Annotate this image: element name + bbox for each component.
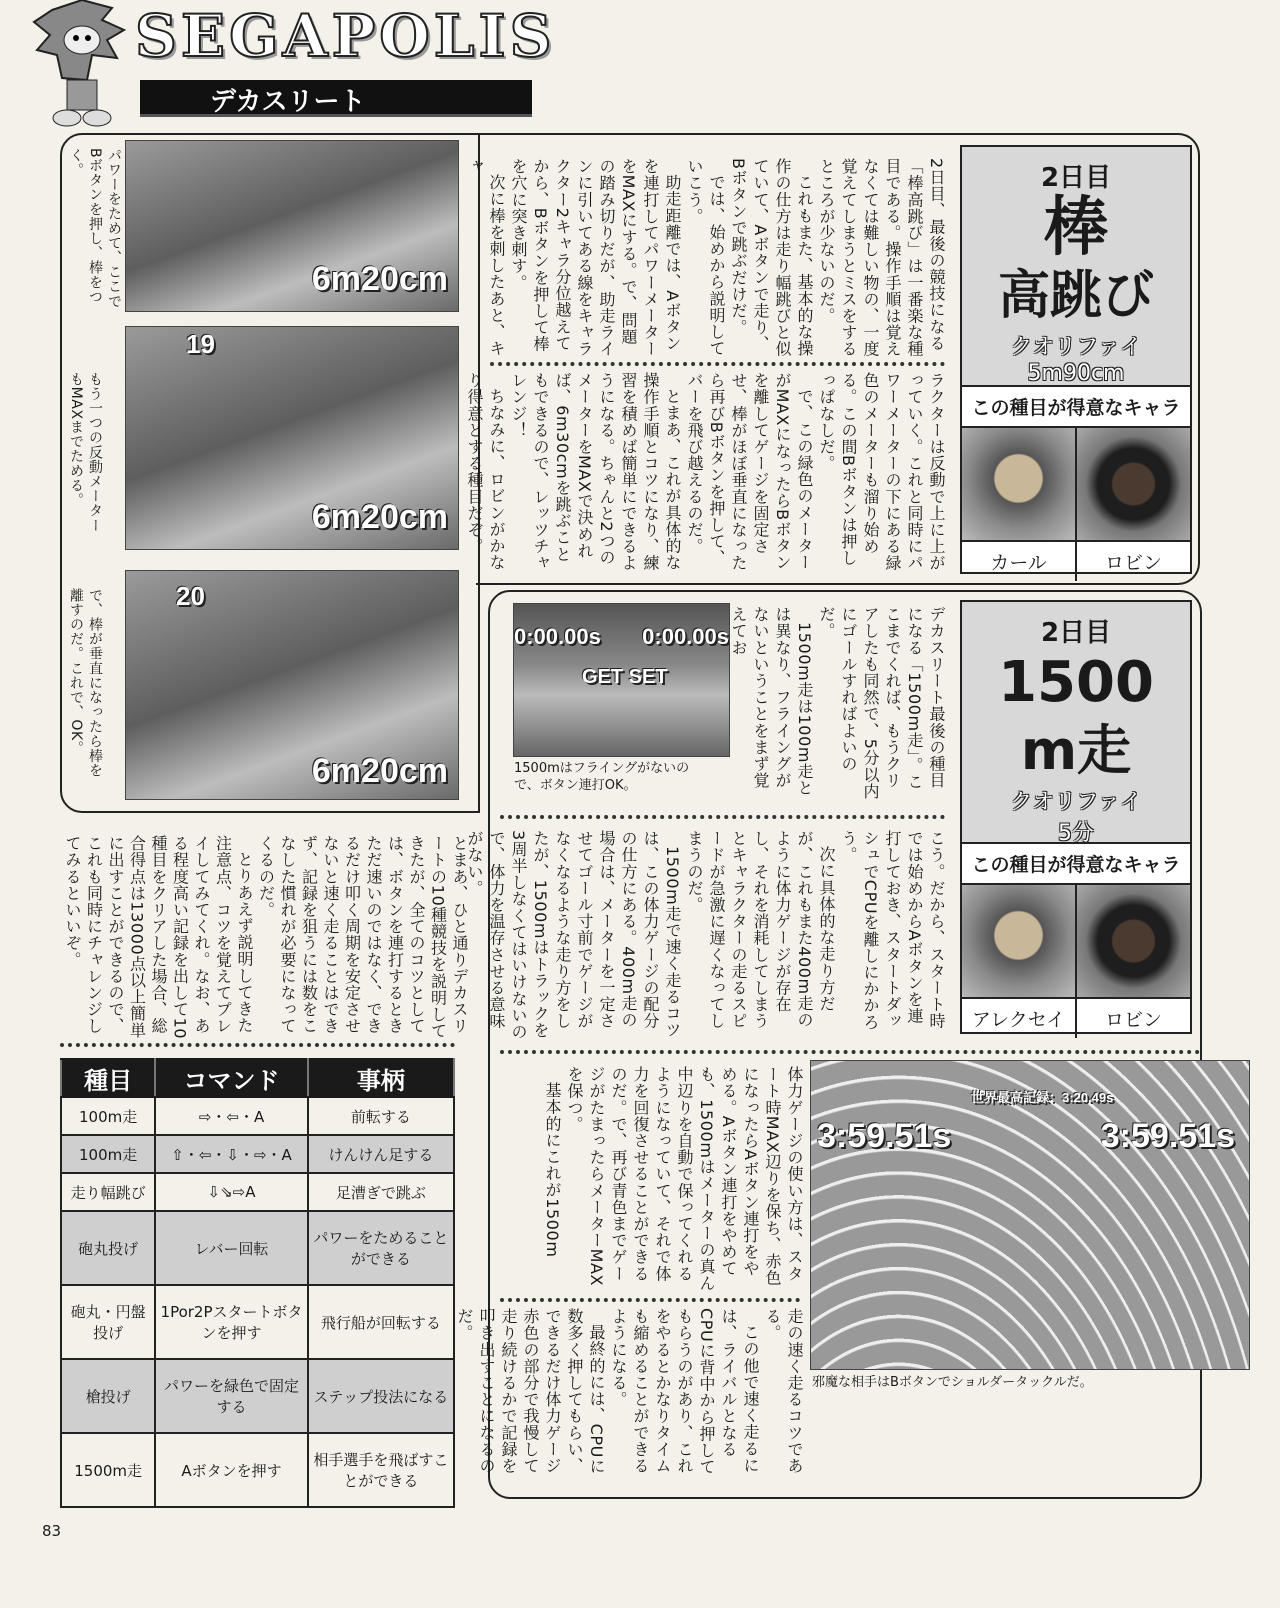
pole-vault-screenshot-1 [125,140,459,312]
event-title-1: 1500 [998,650,1154,715]
paragraph: 2日目、最後の競技になる「棒高跳び」は一番楽な種目である。操作手順は覚えなくては難しい物の、一度覚えてしまうとミスをするところが少ないのだ。 [817,158,946,358]
character-card [962,885,1077,1038]
paragraph: 次に棒を刺したあと、キャ [465,158,506,357]
table-cell: 走り幅跳び [61,1173,155,1211]
qualify-value: 5分 [1058,821,1094,846]
strong-chars-label: この種目が得意なキャラ [962,844,1190,885]
divider [500,1050,1200,1054]
paragraph: デカスリート最後の種目になる「1500m走」。ここまでくれば、もうクリアしたも同然で、5分以内にゴールすればよいのだ。 [817,606,946,800]
divider [500,1298,800,1302]
table-cell: 足漕ぎで跳ぶ [308,1173,454,1211]
paragraph: とりあえず説明してきた注意点、コツを覚えてプレイしてみてくれ。なお、ある程度高い記録を出して10種目をクリアした場合、総合得点は13000点以上簡単に出すことができるので、これも同時にチャレンジしてみるといいぞ。 [63,835,254,1040]
world-record-hud: 世界最高記録：3:20.49s [971,1090,1114,1105]
table-cell: パワーを緑色で固定する [155,1359,307,1433]
table-cell: レバー回転 [155,1211,307,1285]
strong-chars-label: この種目が得意なキャラ [962,387,1190,428]
event-day: 2日目 [1040,163,1112,193]
table-cell: 槍投げ [61,1359,155,1433]
character-card [962,428,1077,581]
caption-2: もう一つの反動メーターもMAXまでためる。 [68,372,103,533]
event-title-2: 高跳び [997,266,1154,326]
qualify-label: クオリファイ [1010,790,1142,815]
run1500-text-low2 [453,1308,805,1483]
table-row [61,1211,454,1285]
caption-3: で、棒が垂直になったら棒を離すのだ。これで、OK。 [68,588,103,778]
column-header: コマンド [155,1059,307,1097]
table-cell: パワーをためることができる [308,1211,454,1285]
character-card [1077,885,1190,1038]
table-cell: 飛行船が回転する [308,1285,454,1359]
table-row [61,1433,454,1507]
paragraph: ラクターは反動で上に上がっていく。これと同時にパワーメーターの下にある緑色のメーターも溜り始める。この間Bボタンは押しっぱなしだ。 [817,372,946,572]
paragraph: 1500m走で速く走るコツは、この体力ゲージの配分の仕方にある。400m走の場合は、メーターを一定させてゴール寸前でゲージがなくなるような走り方をしたが、1500mはトラックを3周半しなくてはいけないので、体力を温存させる意味がない。 [465,830,682,1040]
character-portrait [962,428,1075,542]
table-cell: けんけん足する [308,1135,454,1173]
paragraph: で、この緑色のメーターがMAXになったらBボタンを離してゲージを固定させ、棒がほぼ垂直になったら再びBボタンを押して、バーを飛び越えるのだ。 [685,372,814,572]
character-name: アレクセイ [971,1009,1066,1031]
paragraph: 体力ゲージの使い方は、スタート時MAX辺りを保ち、赤色になったらAボタン連打をやめる。Aボタン連打をやめても、1500mはメーターの真ん中辺りを自動で保ってくれるようになっていて、それで体力を回復させることができるのだ。で、再び青色までゲージがたまったらメーターMAXを保つ。 [565,1066,804,1292]
page-number: 83 [42,1522,62,1540]
event-day: 2日目 [1040,618,1112,648]
caption-race: 邪魔な相手はBボタンでショルダータックルだ。 [812,1375,1093,1390]
divider [490,362,945,366]
table-row [61,1135,454,1173]
pole-vault-screenshot-3 [125,570,459,800]
divider [60,1043,455,1047]
character-portrait [1077,885,1190,999]
character-portrait [1077,428,1190,542]
summary-text [62,835,471,1040]
table-cell: 相手選手を飛ばすことができる [308,1433,454,1507]
column-header: 事柄 [308,1059,454,1097]
run1500-text-low1 [541,1066,805,1292]
caption-1: パワーをためて、ここでBボタンを押し、棒をつく。 [68,148,122,309]
table-cell: 1Por2Pスタートボタンを押す [155,1285,307,1359]
event-title-1: 棒 [1044,191,1108,265]
paragraph: これもまた、基本的な操作の仕方は走り幅跳びと似ていて、Aボタンで走り、Bボタンで跳ぶだけだ。 [729,158,814,358]
character-name: ロビン [1104,1009,1162,1031]
run1500-text-intro [727,606,947,802]
paragraph: この他で速く走るには、ライバルとなるCPUに背中から押してもらうのがあり、これをやるとかなりタイムも縮めることができるようになる。 [609,1308,760,1476]
character-portrait [962,885,1075,999]
section-title-bar [140,80,532,117]
table-cell: 前転する [308,1097,454,1135]
pole-vault-text-upper [463,158,947,358]
section-title: デカスリート [210,87,366,117]
time-left: 0:00.00s [514,624,601,649]
height-readout: 6m20cm [311,260,448,298]
table-cell: ⇨・⇦・A [155,1097,307,1135]
segapolis-logo: SEGAPOLIS [135,2,556,70]
table-row [61,1173,454,1211]
sonic-mascot-icon [32,0,127,128]
run1500-info-box [960,600,1192,1034]
hud-counter: 20 [176,581,205,611]
paragraph: とまあ、これが具体的な操作手順とコツになり、練習を積めば簡単にできるようになる。ちゃんと2つのメーターをMAXで決めれば、6m30cmを跳ぶこともできるので、レッツチャレンジ！ [509,372,682,572]
caption-start: 1500mはフライングがないので、ボタン連打OK。 [514,761,690,793]
divider [500,815,945,819]
time-right: 3:59.51s [1100,1117,1235,1155]
pole-vault-text-lower [463,372,947,577]
character-name: ロビン [1104,552,1162,574]
table-cell: Aボタンを押す [155,1433,307,1507]
table-cell: ⇧・⇦・⇩・⇨・A [155,1135,307,1173]
table-cell: 100m走 [61,1097,155,1135]
paragraph: 基本的にこれが1500m [543,1082,562,1258]
table-cell: ⇩⇘⇨A [155,1173,307,1211]
paragraph: とまあ、ひと通りデカスリートの10種競技を説明してきたが、全てのコツとしては、ボタンを連打するときただ速いのではなく、できるだけ叩く周期を安定させないと速く走ることはできず、記録を狙うには数をこなした慣れが必要になってくるのだ。 [256,835,469,1040]
paragraph: こう。だから、スタート時では始めからAボタンを連打しておき、スタートダッシュでCPUを離しにかかろう。 [839,830,946,1031]
pole-vault-info-box [960,145,1192,574]
paragraph: ちなみに、ロビンがかなり得意とする種目だぞ。 [465,372,506,571]
run1500-text-mid [463,830,947,1040]
paragraph: 1500m走は100m走とは異なり、フライングがないということをまず覚えてお [729,606,814,797]
event-title-2: m走 [1020,719,1132,782]
time-left: 3:59.51s [817,1117,952,1155]
paragraph: 助走距離では、Aボタンを連打してパワーメーターをMAXにする。で、問題の踏み切りだが、助走ラインに引いてある線をキャラクター2キャラ分位越えてから、Bボタンを押して棒を穴に突き刺す。 [509,158,682,358]
height-readout: 6m20cm [311,752,448,790]
table-row [61,1097,454,1135]
table-row [61,1285,454,1359]
table-row [61,1359,454,1433]
column-header: 種目 [61,1059,155,1097]
table-cell: 砲丸投げ [61,1211,155,1285]
table-cell: ステップ投法になる [308,1359,454,1433]
run1500-screenshot-start [513,603,730,757]
command-table [60,1058,455,1508]
paragraph: 次に具体的な走り方だが、これもまた400m走のように体力ゲージが存在し、それを消耗してしまうとキャラクターの走るスピードが急激に遅くなってしまうのだ。 [685,830,836,1030]
qualify-label: クオリファイ [1010,335,1142,360]
paragraph: 走の速く走るコツである。 [763,1308,804,1474]
hud-counter: 19 [186,329,215,359]
table-cell: 砲丸・円盤投げ [61,1285,155,1359]
paragraph: 最終的には、CPUに数多く押してもらい、できるだけ体力ゲージ赤色の部分で我慢して走り続けるかで記録を叩き出すことになるのだ。 [455,1308,606,1475]
table-cell: 1500m走 [61,1433,155,1507]
paragraph: では、始めから説明していこう。 [685,158,726,357]
height-readout: 6m20cm [311,498,448,536]
character-name: カール [990,552,1047,574]
pole-vault-screenshot-2 [125,326,459,550]
time-right: 0:00.00s [642,624,729,649]
character-card [1077,428,1190,581]
table-cell: 100m走 [61,1135,155,1173]
get-set-banner: GET SET [582,666,668,688]
qualify-value: 5m90cm [1027,361,1125,386]
run1500-screenshot-race [810,1060,1250,1370]
